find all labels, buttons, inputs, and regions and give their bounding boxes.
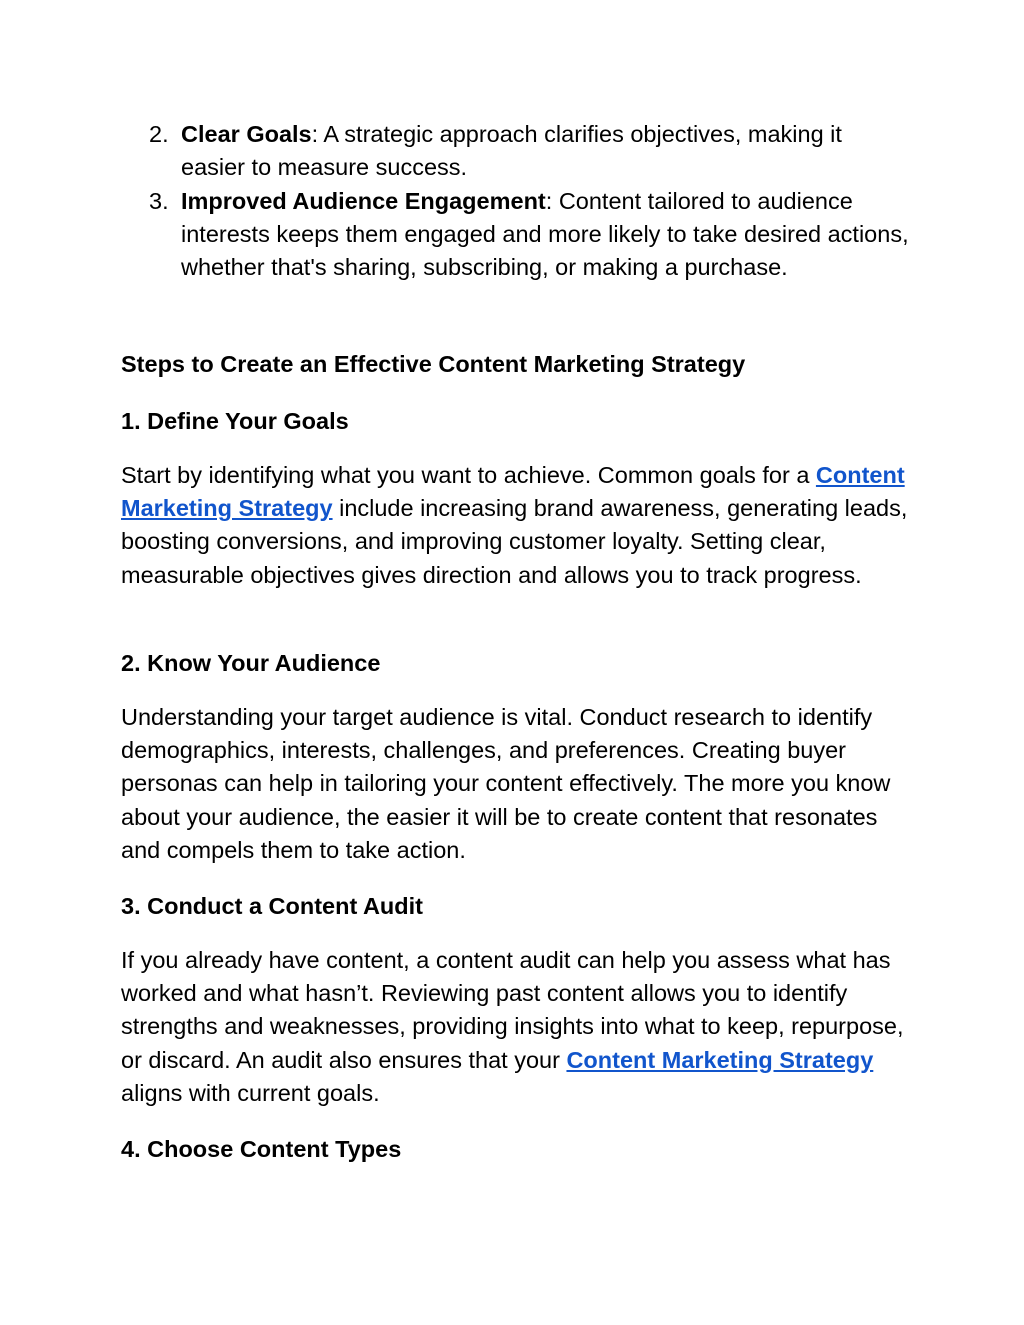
list-item-number: 3. (149, 187, 169, 214)
list-item-text: : A strategic approach clarifies objectives, making it easier to measure success. (181, 121, 842, 181)
list-item-number: 2. (149, 121, 169, 147)
list-item-text: : Content tailored to audience interests keeps them engaged and more likely to take desired actions, whether that's sharing, subscribing, or making a purchase. (181, 187, 909, 281)
list-item (121, 118, 911, 185)
list-item-title: Improved Audience Engagement (181, 187, 546, 214)
step2-heading: 2. Know Your Audience (121, 650, 381, 676)
benefits-list (121, 118, 911, 284)
step3-text-before-link: If you already have content, a content audit can help you assess what has worked and what hasn’t. Reviewing past content allows you to identify strengths and weaknesses, providing insights into what to keep, repurpose, or discard. An audit also ensures that your (121, 947, 904, 1073)
step3-heading: 3. Conduct a Content Audit (121, 893, 423, 919)
step1-text-before-link: Start by identifying what you want to achieve. Common goals for a (121, 462, 816, 488)
steps-heading: Steps to Create an Effective Content Marketing Strategy (121, 351, 746, 377)
step3-paragraph (121, 944, 911, 1110)
step3-text-after-link: aligns with current goals. (121, 1079, 380, 1106)
list-item-title: Clear Goals (181, 121, 312, 147)
step4-heading: 4. Choose Content Types (121, 1136, 402, 1162)
step2-paragraph: Understanding your target audience is vital. Conduct research to identify demographics, interests, challenges, and preferences. Creating buyer personas can help in tailoring your content effectively. The more you know about your audience, the easier it will be to create content that resonates and compels them to take action. (121, 704, 891, 863)
step1-paragraph (121, 459, 911, 592)
step1-heading: 1. Define Your Goals (121, 408, 349, 434)
content-marketing-strategy-link[interactable]: Content Marketing Strategy (566, 1046, 874, 1073)
step1-text-after-link: include increasing brand awareness, generating leads, boosting conversions, and improving customer loyalty. Setting clear, measurable objectives gives direction and allows you to track progress. (121, 495, 908, 588)
list-item (121, 185, 911, 285)
content-marketing-strategy-link[interactable]: Content Marketing Strategy (121, 462, 905, 522)
